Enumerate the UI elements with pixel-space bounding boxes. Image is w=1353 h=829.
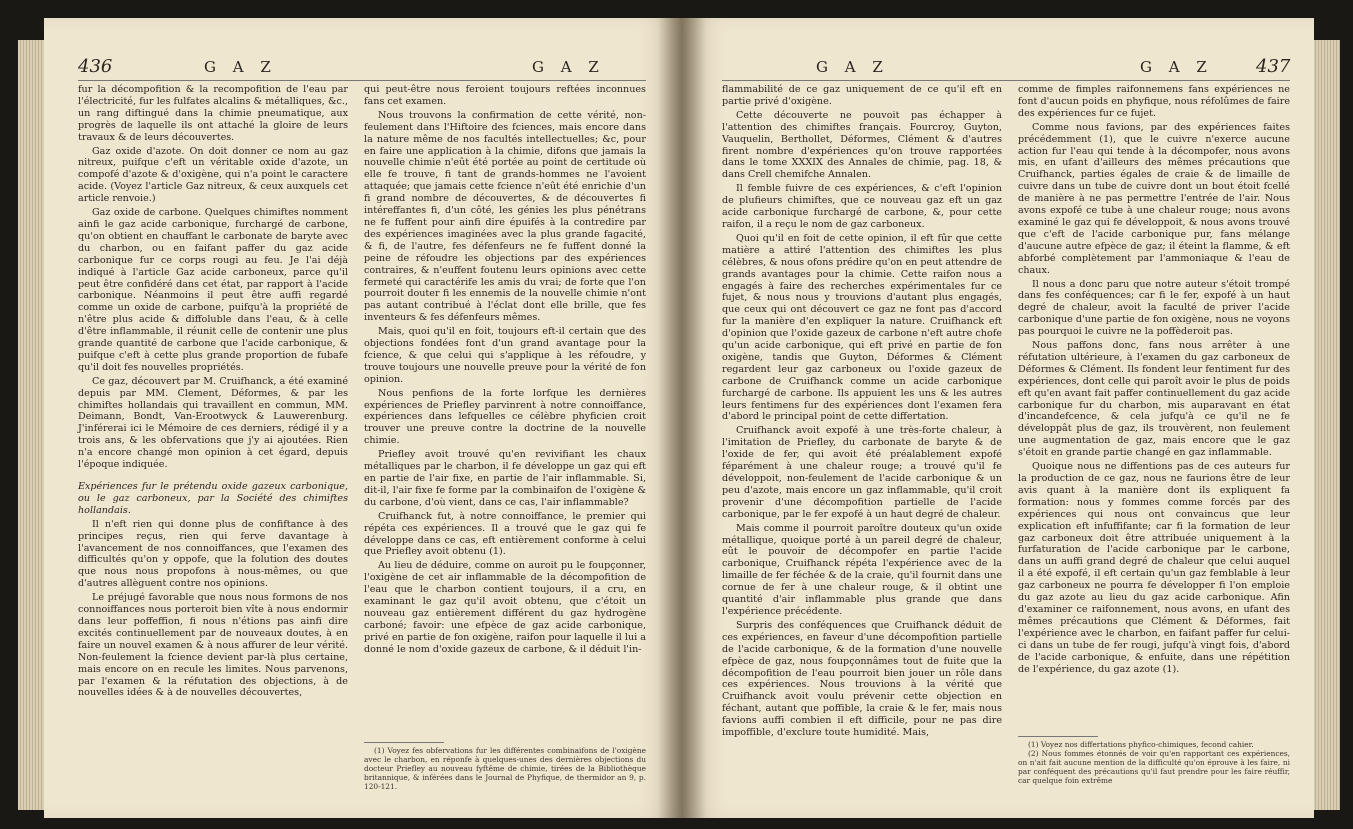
book-spread	[18, 10, 1340, 822]
paragraph: Nous paffons donc, fans nous arrêter à une réfutation ultérieure, à l'examen du gaz carboneux de Déformes & Clément. Ils fondent leur fentiment fur des expériences, dont celle qui paroît avoir le plus de poids eft qu'en avant fait paffer continuellement du gaz acide carbonique fur du charbon, mis auparavant en état d'incandefcence, & cela jufqu'à ce qu'il ne fe développât plus de gaz, ils trouvèrent, non feulement une augmentation de gaz, mais encore que le gaz s'étoit en grande partie changé en gaz inflammable.	[1018, 340, 1290, 459]
footnote-text: (2) Nous fommes étonnés de voir qu'en rapportant ces expériences, on n'ait fait aucune mention de la difficulté qu'on éprouve à les faire, ni par conféquent des précautions qu'il faut prendre pour les faire réuffir, car quelque foin extrême	[1018, 749, 1290, 785]
running-header: G A Z	[1140, 58, 1213, 76]
page-number: 436	[78, 56, 113, 77]
paragraph: Priefley avoit trouvé qu'en revivifiant les chaux métalliques par le charbon, il fe développe un gaz qui eft en partie de l'air fixe, en partie de l'air inflammable. Si, dit-il, l'air fixe fe forme par la combinaifon de l'oxigène & du carbone, d'où vient, dans ce cas, l'air inflammable?	[364, 449, 646, 508]
paragraph: comme de fimples raifonnemens fans expériences ne font d'aucun poids en phyfique, nous réfolûmes de faire des expériences fur ce fujet.	[1018, 84, 1290, 119]
paragraph: qui peut-être nous feroient toujours reftées inconnues fans cet examen.	[364, 84, 646, 107]
page-edges-right	[1312, 40, 1340, 810]
paragraph: Mais comme il pourroit paroître douteux qu'un oxide métallique, quoique porté à un pareil degré de chaleur, eût le pouvoir de décompofer en partie l'acide carbonique, Cruifhanck répéta l'expérience avec de la limaille de fer féchée & de la craie, qu'il fournit dans une cornue de fer à une chaleur rouge, & il obtint une quantité d'air inflammable plus grande que dans l'expérience précédente.	[722, 522, 1002, 617]
left-page	[44, 18, 682, 818]
page-edges-left	[18, 40, 46, 810]
footnote	[364, 746, 646, 791]
paragraph: Cette découverte ne pouvoit pas échapper à l'attention des chimiftes français. Fourcroy, Guyton, Vauquelin, Berthollet, Déformes, Clément & d'autres firent nombre d'expériences qu'on trouve rapportées dans le tome XXXIX des Annales de chimie, pag. 18, & dans Crell chemifche Annalen.	[722, 109, 1002, 181]
paragraph: Gaz oxide de carbone. Quelques chimiftes nomment ainfi le gaz acide carbonique, furchargé de carbone, qu'on obtient en chauffant le carbonate de baryte avec du charbon, ou en faifant paffer du gaz acide carbonique fur ce corps rougi au feu. Je l'ai déjà indiqué à l'article Gaz acide carboneux, parce qu'il peut être confidéré dans cet état, par rapport à l'acide carbonique. Néanmoins il peut être auffi regardé comme un oxide de carbone, puifqu'à la propriété de n'être plus acide & diffoluble dans l'eau, & à celle d'être inflammable, il réunit celle de contenir une plus grande quantité de carbone que l'acide carbonique, & puifque c'eft à cette plus grande proportion de fubafe qu'il doit fes nouvelles propriétés.	[78, 207, 348, 373]
page-number: 437	[1256, 56, 1291, 77]
paragraph: Nous trouvons la confirmation de cette vérité, non-feulement dans l'Hiftoire des fciences, mais encore dans la nature même de nos facultés intellectuelles; &c, pour en faire une application à la chimie, difons que jamais la nouvelle chimie n'eût été portée au point de certitude où elle fe trouve, fi tant de grands-hommes ne l'avoient attaquée; que jamais cette fcience n'eût été enrichie d'un fi grand nombre de découvertes, & de découvertes fi intéreffantes fi, d'un côté, les génies les plus pénétrans ne fe fuffent pour ainfi dire épuifés à la contredire par des expériences imaginées avec la plus grande fagacité, & fi, de l'autre, fes défenfeurs ne fe fuffent donné la peine de réfoudre les objections par des expériences contraires, & n'euffent foutenu leurs opinions avec cette fermeté qui caractérife les amis du vrai; de forte que l'on pourroit douter fi les ennemis de la nouvelle chimie n'ont pas autant contribué à l'éclat dont elle brille, que fes inventeurs & fes défenfeurs mêmes.	[364, 109, 646, 324]
footnote-rule	[364, 742, 444, 743]
header-rule	[78, 80, 646, 81]
header-rule	[722, 80, 1290, 81]
paragraph: Gaz oxide d'azote. On doit donner ce nom au gaz nitreux, puifque c'eft un véritable oxide d'azote, un compofé d'azote & d'oxigène, qui n'a point le caractere acide. (Voyez l'article Gaz nitreux, & ceux auxquels cet article renvoie.)	[78, 145, 348, 205]
text-column-2	[364, 84, 646, 658]
paragraph: Cruifhanck fut, à notre connoiffance, le premier qui répéta ces expériences. Il a trouvé que le gaz qui fe développe dans ce cas, eft entièrement conforme à celui que Priefley avoit obtenu (1).	[364, 510, 646, 558]
paragraph: Au lieu de déduire, comme on auroit pu le foupçonner, l'oxigène de cet air inflammable de la décompofition de l'eau que le charbon contient toujours, il a cru, en examinant le gaz qu'il avoit obtenu, que c'étoit un nouveau gaz entièrement différent du gaz hydrogène carboné; favoir: une efpèce de gaz acide carbonique, privé en partie de fon oxigène, raifon pour laquelle il lui a donné le nom d'oxide gazeux de carbone, & il déduit l'in-	[364, 560, 646, 655]
paragraph: Il femble fuivre de ces expériences, & c'eft l'opinion de plufieurs chimiftes, que ce nouveau gaz eft un gaz acide carbonique furchargé de carbone, &, pour cette raifon, il a reçu le nom de gaz carboneux.	[722, 183, 1002, 230]
footnote-rule	[1018, 736, 1098, 737]
paragraph: Il n'eft rien qui donne plus de confiftance à des principes reçus, rien qui ferve davantage à l'avancement de nos connoiffances, que l'examen des difficultés qu'on y oppofe, que la folution des doutes que nous nous propofons à nous-mêmes, ou que d'autres allèguent contre nos opinions.	[78, 518, 348, 590]
paragraph: Quoi qu'il en foit de cette opinion, il eft fûr que cette matière a attiré l'attention des chimiftes les plus célèbres, & nous ofons prédire qu'on en peut attendre de grands avantages pour la chimie. Cette raifon nous a engagés à faire des recherches expérimentales fur ce fujet, & nous nous y trouvions d'autant plus engagés, que ceux qui ont découvert ce gaz ne font pas d'accord fur la manière d'en expliquer la nature. Cruifhanck eft d'opinion que l'oxide gazeux de carbone n'eft autre chofe qu'un acide carbonique, qui eft privé en partie de fon oxigène, tandis que Guyton, Déformes & Clément regardent leur gaz carboneux ou l'oxide gazeux de carbone de Cruifhanck comme un acide carbonique furchargé de carbone. Ils appuient les uns & les autres leurs fentimens fur des expériences dont l'examen fera d'abord le principal point de cette differtation.	[722, 232, 1002, 423]
text-column-1	[78, 84, 348, 701]
text-column-1	[722, 84, 1002, 741]
running-header: G A Z	[532, 58, 605, 76]
running-header: G A Z	[816, 58, 889, 76]
right-page	[682, 18, 1314, 818]
gutter-shadow	[658, 18, 706, 818]
paragraph: Ce gaz, découvert par M. Cruifhanck, a été examiné depuis par MM. Clement, Déformes, & par les chimiftes hollandais qui travaillent en commun, MM. Deimann, Bondt, Van-Erootwyck & Lauwerenburg. J'inférerai ici le Mémoire de ces derniers, rédigé il y a trois ans, & les obfervations que j'y ai ajoutées. Rien n'a encore changé mon opinion à cet égard, depuis l'époque indiquée.	[78, 375, 348, 471]
footnote-text: (1) Voyez nos differtations phyfico-chimiques, fecond cahier.	[1028, 740, 1254, 749]
paragraph: Nous penfions de la forte lorfque les dernières expériences de Priefley parvinrent à notre connoiffance, expériences dans lefquelles ce célèbre phyficien croit trouver une preuve contre la doctrine de la nouvelle chimie.	[364, 387, 646, 447]
paragraph: Cruifhanck avoit expofé à une très-forte chaleur, à l'imitation de Priefley, du carbonate de baryte & de l'oxide de fer, qui avoit été préalablement expofé féparément à une chaleur rouge; a trouvé qu'il fe développoit, non-feulement de l'acide carbonique & un peu d'azote, mais encore un gaz inflammable, qu'il croit provenir d'une décompofition partielle de l'acide carbonique, par le fer expofé à un haut degré de chaleur.	[722, 425, 1002, 520]
paragraph: Quoique nous ne diffentions pas de ces auteurs fur la production de ce gaz, nous ne faurions être de leur avis quant à la manière dont ils expliquent fa formation: nous y fommes comme forcés par des expériences qui nous ont convaincus que leur explication eft infuffifante; car fi la formation de leur gaz carboneux doit être attribuée uniquement à la furfaturation de l'acide carbonique par le carbone, dans un auffi grand degré de chaleur que celui auquel il a été expofé, il eft certain qu'un gaz femblable à leur gaz carboneux ne pourra fe développer fi l'on emploie du gaz azote au lieu du gaz acide carbonique. Afin d'examiner ce raifonnement, nous avons, en ufant des mêmes précautions que Clément & Déformes, fait l'expérience avec le charbon, en faifant paffer fur celui-ci dans un tube de fer rougi, jufqu'à vingt fois, d'abord de l'acide carbonique, & enfuite, dans une répétition de l'expérience, du gaz azote (1).	[1018, 461, 1290, 675]
running-header: G A Z	[204, 58, 277, 76]
paragraph: Comme nous favions, par des expériences faites précédemment (1), que le cuivre n'exerce aucune action fur l'eau qui tende à la décompofer, nous avons mis, en ufant d'ailleurs des mêmes précautions que Cruifhanck, parties égales de craie & de limaille de cuivre dans un tube de cuivre dont un bout étoit fcellé de manière à ne pas permettre l'entrée de l'air. Nous avons expofé ce tube à une chaleur rouge; nous avons examiné le gaz qui fe développoit, & nous avons trouvé que c'eft de l'acide carbonique pur, fans mélange d'aucune autre efpèce de gaz; il éteint la flamme, & eft abforbé complètement par l'ammoniaque & l'eau de chaux.	[1018, 121, 1290, 276]
text-column-2	[1018, 84, 1290, 677]
paragraph: Il nous a donc paru que notre auteur s'étoit trompé dans fes conféquences; car fi le fer, expofé à un haut degré de chaleur, avoit la faculté de priver l'acide carbonique d'une partie de fon oxigène, nous ne voyons pas pourquoi le cuivre ne la poffèderoit pas.	[1018, 278, 1290, 338]
paragraph: Le préjugé favorable que nous nous formons de nos connoiffances nous porteroit bien vîte à nous endormir dans leur poffeffion, fi nous n'étions pas ainfi dire excités continuellement par de nouveaux doutes, à en faire un nouvel examen & à nous affurer de leur vérité. Non-feulement la fcience devient par-là plus certaine, mais encore on en recule les limites. Nous parvenons, par l'examen & la réfutation des objections, à de nouvelles idées & à de nouvelles découvertes,	[78, 592, 348, 699]
footnotes	[1018, 740, 1290, 785]
paragraph: flammabilité de ce gaz uniquement de ce qu'il eft en partie privé d'oxigène.	[722, 84, 1002, 107]
paragraph: Surpris des conféquences que Cruifhanck déduit de ces expériences, en faveur d'une décompofition partielle de l'acide carbonique, & de la formation d'une nouvelle efpèce de gaz, nous foupçonnâmes tout de fuite que la décompofition de l'eau pourroit bien jouer un rôle dans ces expériences. Nous trouvions à la vérité que Cruifhanck avoit voulu prévenir cette objection en féchant, autant que poffible, la craie & le fer, mais nous favions auffi combien il eft difficile, pour ne pas dire impoffible, d'exclure toute humidité. Mais,	[722, 619, 1002, 739]
paragraph: fur la décompofition & la recompofition de l'eau par l'électricité, fur les fulfates alcalins & métalliques, &c., un rang diftingué dans la chimie pneumatique, aux progrès de laquelle ils ont attaché la gloire de leurs travaux & de leurs découvertes.	[78, 84, 348, 143]
section-heading: Expériences fur le prétendu oxide gazeux carbonique, ou le gaz carboneux, par la Société des chimiftes hollandais.	[78, 481, 348, 516]
paragraph: Mais, quoi qu'il en foit, toujours eft-il certain que des objections fondées font d'un grand avantage pour la fcience, & que celui qui s'applique à les réfoudre, y trouve toujours une nouvelle preuve pour la vérité de fon opinion.	[364, 326, 646, 385]
footnote-text: (1) Voyez fes obfervations fur les différentes combinaifons de l'oxigène avec le charbon, en réponfe à quelques-unes des dernières objections du docteur Priefley au nouveau fyftême de chimie, tirées de la Bibliothèque britannique, & inférées dans le Journal de Phyfique, de thermidor an 9, p. 120-121.	[364, 746, 646, 791]
